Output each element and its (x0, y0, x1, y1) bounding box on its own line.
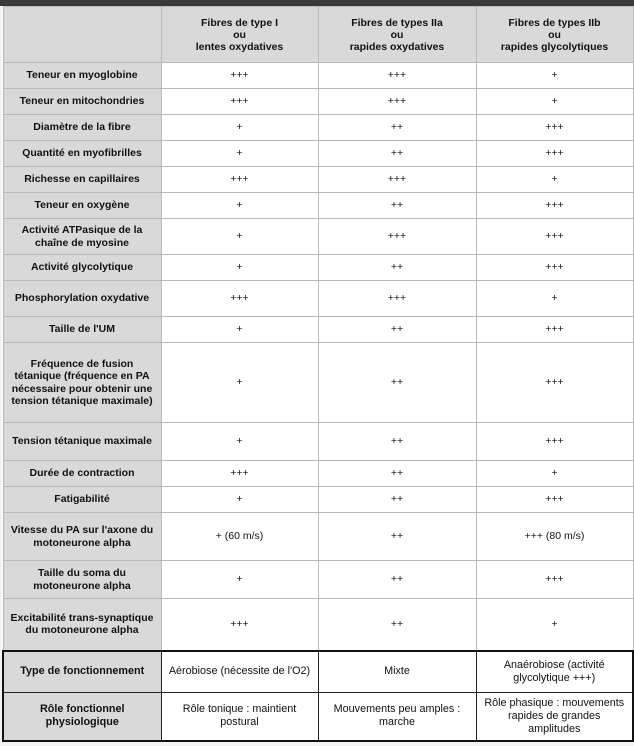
cell-type-iib: + (476, 461, 633, 487)
cell-type-iib: +++ (80 m/s) (476, 513, 633, 561)
cell-type-i: + (161, 219, 318, 255)
cell-type-iia: Mixte (318, 651, 476, 693)
cell-type-i: + (161, 141, 318, 167)
cell-type-iia: Mouvements peu amples : marche (318, 693, 476, 741)
cell-type-iib: + (476, 281, 633, 317)
cell-type-iia: ++ (318, 255, 476, 281)
table-row (3, 63, 633, 89)
cell-type-i: +++ (161, 63, 318, 89)
table-row (3, 167, 633, 193)
cell-type-iia: ++ (318, 461, 476, 487)
table-row (3, 343, 633, 423)
row-label-taille-de-l-um: Taille de l'UM (3, 317, 161, 343)
cell-type-i: +++ (161, 599, 318, 651)
cell-type-iia: ++ (318, 193, 476, 219)
cell-type-i: Rôle tonique : maintient postural (161, 693, 318, 741)
cell-type-i: Aérobiose (nécessite de l'O2) (161, 651, 318, 693)
cell-type-i: +++ (161, 89, 318, 115)
cell-type-i: + (60 m/s) (161, 513, 318, 561)
cell-type-iia: ++ (318, 141, 476, 167)
header-type-iib: Fibres de types IIb ou rapides glycolytiques (476, 7, 633, 63)
row-label-activite-atpasique-de-la-chaine-de-myosi: Activité ATPasique de la chaîne de myosine (3, 219, 161, 255)
table-row (3, 141, 633, 167)
row-label-diametre-de-la-fibre: Diamètre de la fibre (3, 115, 161, 141)
cell-type-i: + (161, 193, 318, 219)
cell-type-i: +++ (161, 167, 318, 193)
row-label-duree-de-contraction: Durée de contraction (3, 461, 161, 487)
row-label-taille-du-soma-du-motoneurone-alpha: Taille du soma du motoneurone alpha (3, 561, 161, 599)
cell-type-iib: +++ (476, 487, 633, 513)
table-row (3, 561, 633, 599)
cell-type-iia: +++ (318, 219, 476, 255)
cell-type-iib: +++ (476, 193, 633, 219)
table-row (3, 599, 633, 651)
cell-type-i: + (161, 343, 318, 423)
table-row (3, 487, 633, 513)
cell-type-iib: + (476, 167, 633, 193)
table-row (3, 89, 633, 115)
cell-type-iib: +++ (476, 317, 633, 343)
cell-type-iia: ++ (318, 343, 476, 423)
table-row (3, 115, 633, 141)
table-row (3, 513, 633, 561)
row-label-role-fonctionnel-physiologique: Rôle fonctionnel physiologique (3, 693, 161, 741)
row-label-phosphorylation-oxydative: Phosphorylation oxydative (3, 281, 161, 317)
cell-type-iia: +++ (318, 89, 476, 115)
row-label-excitabilite-trans-synaptique-du-motoneu: Excitabilité trans-synaptique du motoneurone alpha (3, 599, 161, 651)
row-label-type-de-fonctionnement: Type de fonctionnement (3, 651, 161, 693)
corner-cell (3, 7, 161, 63)
header-type-i: Fibres de type I ou lentes oxydatives (161, 7, 318, 63)
cell-type-iia: ++ (318, 599, 476, 651)
table-row (3, 423, 633, 461)
cell-type-iia: ++ (318, 317, 476, 343)
cell-type-iib: +++ (476, 219, 633, 255)
cell-type-iib: Rôle phasique : mouvements rapides de grandes amplitudes (476, 693, 633, 741)
table-row (3, 461, 633, 487)
cell-type-i: + (161, 487, 318, 513)
cell-type-iib: +++ (476, 115, 633, 141)
row-label-fatigabilite: Fatigabilité (3, 487, 161, 513)
cell-type-iib: +++ (476, 343, 633, 423)
table-row (3, 255, 633, 281)
cell-type-iib: + (476, 63, 633, 89)
row-label-teneur-en-oxygene: Teneur en oxygène (3, 193, 161, 219)
row-label-activite-glycolytique: Activité glycolytique (3, 255, 161, 281)
row-label-vitesse-du-pa-sur-l-axone-du-motoneurone: Vitesse du PA sur l'axone du motoneurone alpha (3, 513, 161, 561)
cell-type-iia: ++ (318, 487, 476, 513)
table-row (3, 651, 633, 693)
row-label-richesse-en-capillaires: Richesse en capillaires (3, 167, 161, 193)
cell-type-iib: + (476, 89, 633, 115)
row-label-quantite-en-myofibrilles: Quantité en myofibrilles (3, 141, 161, 167)
cell-type-iib: + (476, 599, 633, 651)
page (0, 6, 634, 746)
cell-type-iib: +++ (476, 255, 633, 281)
table-row (3, 693, 633, 741)
cell-type-i: +++ (161, 461, 318, 487)
cell-type-iib: +++ (476, 561, 633, 599)
fiber-types-table (2, 6, 634, 742)
cell-type-iia: ++ (318, 513, 476, 561)
table-row (3, 219, 633, 255)
header-row (3, 7, 633, 63)
cell-type-i: + (161, 255, 318, 281)
row-label-tension-tetanique-maximale: Tension tétanique maximale (3, 423, 161, 461)
cell-type-i: + (161, 561, 318, 599)
table-row (3, 193, 633, 219)
cell-type-i: +++ (161, 281, 318, 317)
row-label-frequence-de-fusion-tetanique-frequence-: Fréquence de fusion tétanique (fréquence en PA nécessaire pour obtenir une tension tétanique maximale) (3, 343, 161, 423)
cell-type-iib: Anaérobiose (activité glycolytique +++) (476, 651, 633, 693)
cell-type-iib: +++ (476, 423, 633, 461)
cell-type-i: + (161, 115, 318, 141)
cell-type-iia: ++ (318, 561, 476, 599)
row-label-teneur-en-myoglobine: Teneur en myoglobine (3, 63, 161, 89)
table-row (3, 317, 633, 343)
header-type-iia: Fibres de types IIa ou rapides oxydatives (318, 7, 476, 63)
cell-type-i: + (161, 317, 318, 343)
cell-type-iia: +++ (318, 281, 476, 317)
row-label-teneur-en-mitochondries: Teneur en mitochondries (3, 89, 161, 115)
cell-type-i: + (161, 423, 318, 461)
cell-type-iia: ++ (318, 115, 476, 141)
cell-type-iia: ++ (318, 423, 476, 461)
cell-type-iib: +++ (476, 141, 633, 167)
cell-type-iia: +++ (318, 167, 476, 193)
table-row (3, 281, 633, 317)
cell-type-iia: +++ (318, 63, 476, 89)
